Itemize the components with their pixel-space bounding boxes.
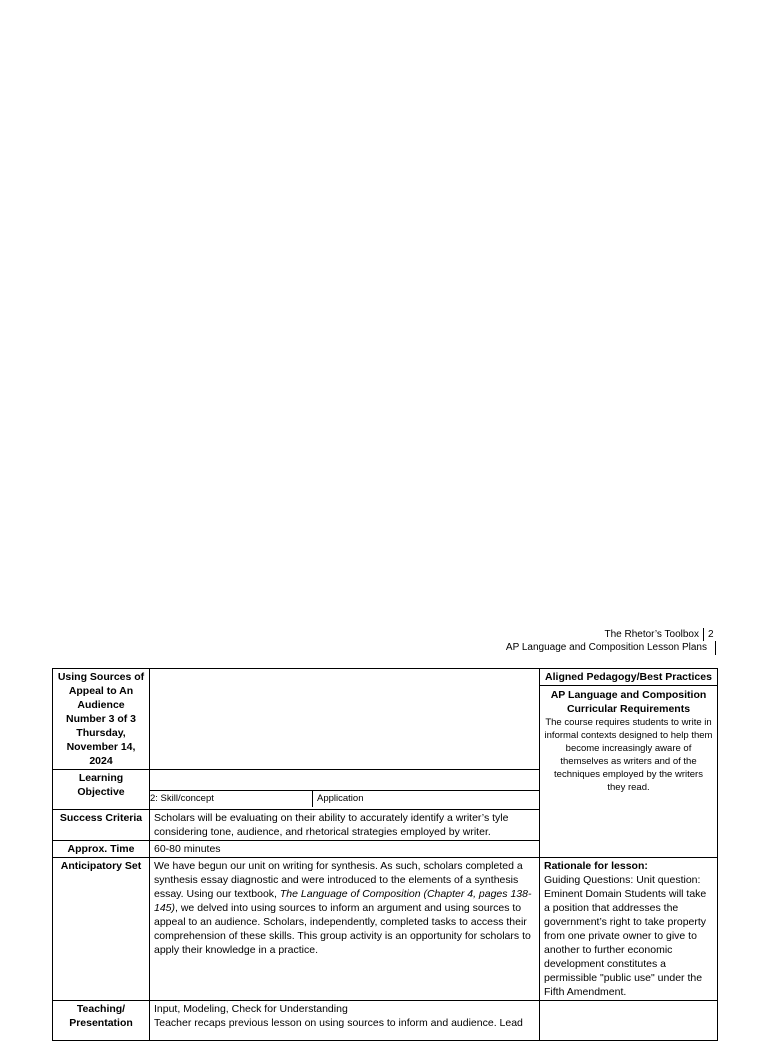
anticipatory-set-text [150,858,540,1001]
learning-objective-label: Learning Objective [53,770,150,810]
teaching-cell [150,1001,540,1041]
header-line-1 [506,628,716,641]
approx-time-value: 60-80 minutes [150,841,540,858]
header-line-2 [506,641,716,655]
page-number: 2 [703,628,716,641]
teaching-row [53,1001,718,1041]
lesson-title-line: Appeal to An [68,685,134,697]
pedagogy-divider [540,685,717,686]
lesson-title-line: 2024 [89,755,113,767]
learning-objective-cell [150,770,540,810]
lesson-title-row [53,669,718,770]
teaching-line-1: Input, Modeling, Check for Understanding [154,1003,348,1015]
success-criteria-label: Success Criteria [53,810,150,841]
lesson-title-line: Thursday, [76,727,126,739]
rationale-heading: Rationale for lesson: [544,860,648,872]
page-header [506,628,716,655]
rationale-text: Guiding Questions: Unit question: Eminent Domain Students will take a position that addresses the government’s right to take property from one private owner to give to another to further economic development constitutes a permissible "public use" under the Fifth Amendment. [544,874,707,998]
anticipatory-text-part-2: , we delved into using sources to inform an argument and using sources to appeal to an audience. Scholars, independently, completed tasks to access their comprehension of these skills. This group activity is an opportunity for scholars to apply their knowledge in a practice. [154,902,531,956]
document-title: The Rhetor’s Toolbox [604,629,699,640]
skill-level: Application [317,793,364,804]
teaching-label: Teaching/ Presentation [53,1001,150,1041]
lesson-title-line: November 14, [66,741,136,753]
lesson-title-cell [53,669,150,770]
curricular-text: The course requires students to write in informal contexts designed to help them become increasingly aware of themselves as writers and of the techniques employed by the writers they read. [544,717,713,793]
document-subtitle: AP Language and Composition Lesson Plans [505,642,707,653]
lesson-title-line: Number 3 of 3 [65,713,136,725]
skill-row [146,791,543,807]
rationale-cell [540,858,718,1001]
lesson-title-line: Using Sources of [57,671,145,683]
anticipatory-set-row [53,858,718,1001]
approx-time-label: Approx. Time [53,841,150,858]
anticipatory-set-label: Anticipatory Set [53,858,150,1001]
pedagogy-cell [540,669,718,858]
skill-label: 2: Skill/concept [146,791,313,807]
learning-objective-blank [150,770,539,791]
pedagogy-heading: Aligned Pedagogy/Best Practices [545,671,712,683]
lesson-title-line: Audience [77,699,125,711]
lesson-title-blank-cell [150,669,540,770]
anticipatory-text-part-1: We have begun our unit on writing for synthesis. As such, scholars completed a synthesis essay diagnostic and were introduced to the elements of a synthesis essay. Using our textbook, [154,860,523,900]
success-criteria-text: Scholars will be evaluating on their ability to accurately identify a writer’s tyle considering tone, audience, and rhetorical strategies employed by writer. [150,810,540,841]
teaching-line-2: Teacher recaps previous lesson on using sources to inform and audience. Lead [154,1017,523,1029]
curricular-heading: AP Language and Composition Curricular Requirements [550,689,707,715]
lesson-plan-table [52,668,718,1041]
teaching-side-cell [540,1001,718,1041]
textbook-title: The Language of Composition (Chapter 4, pages 138-145) [154,888,532,914]
